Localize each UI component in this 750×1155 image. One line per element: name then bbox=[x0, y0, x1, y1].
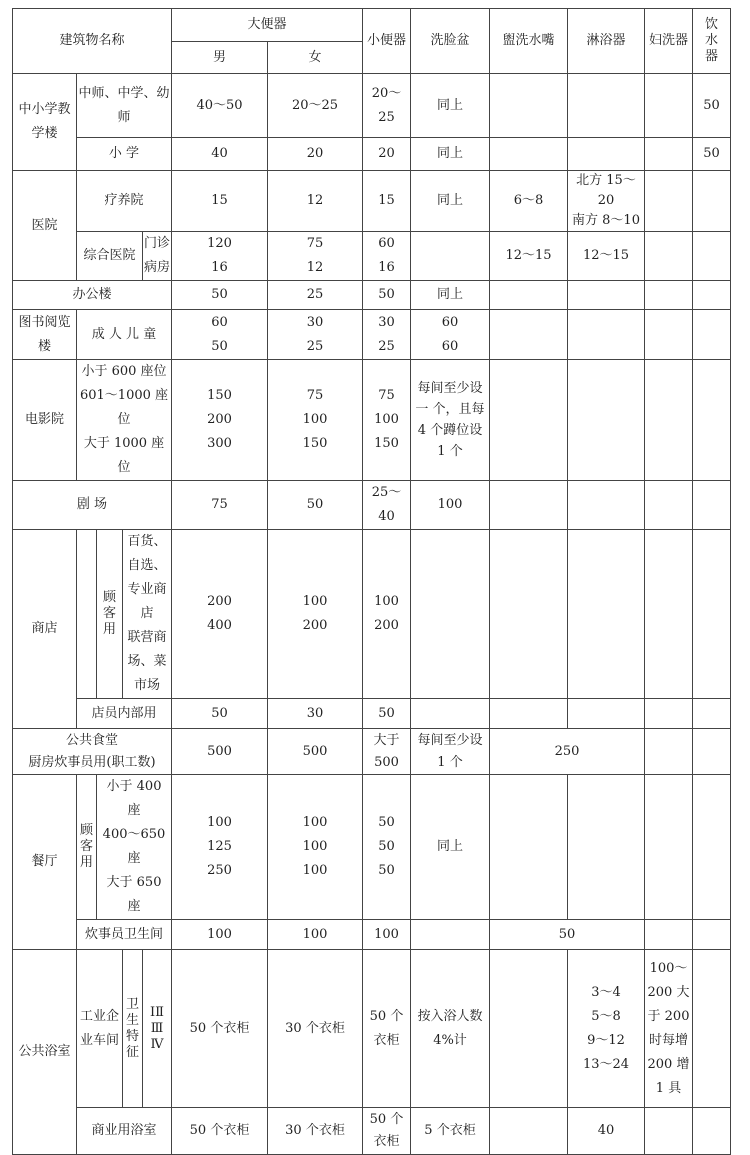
theater-female: 50 bbox=[268, 481, 363, 530]
school-row2-drinking: 50 bbox=[693, 138, 731, 171]
shop-category: 商店 bbox=[13, 530, 77, 729]
school-row1-drinking: 50 bbox=[693, 74, 731, 138]
general-hospital-shower: 12～15 bbox=[568, 232, 645, 281]
header-toilet: 大便器 bbox=[172, 9, 363, 42]
library-urinal: 30 25 bbox=[363, 310, 411, 360]
school-category: 中小学教学楼 bbox=[13, 74, 77, 171]
school-row2-urinal: 20 bbox=[363, 138, 411, 171]
theater-male: 75 bbox=[172, 481, 268, 530]
canteen-urinal: 大于 500 bbox=[363, 729, 411, 775]
office-washbasin: 同上 bbox=[411, 281, 490, 310]
bath-industrial-name: 工业企业车间 bbox=[77, 950, 123, 1108]
theater-washbasin: 100 bbox=[411, 481, 490, 530]
shop-female: 100 200 bbox=[268, 530, 363, 699]
school-row1-urinal: 20～25 bbox=[363, 74, 411, 138]
cinema-male: 150 200 300 bbox=[172, 360, 268, 481]
school-row2-male: 40 bbox=[172, 138, 268, 171]
header-building-name: 建筑物名称 bbox=[13, 9, 172, 74]
bath-industrial-male: 50 个衣柜 bbox=[172, 950, 268, 1108]
general-hospital-female: 75 12 bbox=[268, 232, 363, 281]
shop-male: 200 400 bbox=[172, 530, 268, 699]
shop-staff-male: 50 bbox=[172, 699, 268, 729]
bath-industrial-bidet: 100～200 大于 200 时每增 200 增 1 具 bbox=[645, 950, 693, 1108]
shop-staff-female: 30 bbox=[268, 699, 363, 729]
bath-industrial-grades: ⅠⅡⅢⅣ bbox=[143, 950, 172, 1108]
restaurant-washbasin: 同上 bbox=[411, 775, 490, 920]
bath-industrial-female: 30 个衣柜 bbox=[268, 950, 363, 1108]
shop-staff-name: 店员内部用 bbox=[77, 699, 172, 729]
canteen-name: 公共食堂 厨房炊事员用(职工数) bbox=[13, 729, 172, 775]
cinema-urinal: 75 100 150 bbox=[363, 360, 411, 481]
cinema-female: 75 100 150 bbox=[268, 360, 363, 481]
plumbing-fixture-table bbox=[12, 8, 731, 1155]
library-name: 成 人 儿 童 bbox=[77, 310, 172, 360]
header-female: 女 bbox=[268, 42, 363, 74]
canteen-male: 500 bbox=[172, 729, 268, 775]
header-male: 男 bbox=[172, 42, 268, 74]
bath-category: 公共浴室 bbox=[13, 950, 77, 1155]
shop-sub: 百货、自选、专业商店 联营商场、菜市场 bbox=[123, 530, 172, 699]
sanatorium-wash-tap: 6～8 bbox=[490, 171, 568, 232]
sanatorium-name: 疗养院 bbox=[77, 171, 172, 232]
restaurant-male: 100 125 250 bbox=[172, 775, 268, 920]
cinema-category: 电影院 bbox=[13, 360, 77, 481]
restaurant-urinal: 50 50 50 bbox=[363, 775, 411, 920]
bath-commercial-name: 商业用浴室 bbox=[77, 1108, 172, 1155]
sanatorium-urinal: 15 bbox=[363, 171, 411, 232]
header-bidet: 妇洗器 bbox=[645, 9, 693, 74]
school-row2-washbasin: 同上 bbox=[411, 138, 490, 171]
restaurant-female: 100 100 100 bbox=[268, 775, 363, 920]
shop-urinal: 100 200 bbox=[363, 530, 411, 699]
school-row2-name: 小 学 bbox=[77, 138, 172, 171]
general-hospital-wash-tap: 12～15 bbox=[490, 232, 568, 281]
school-row1-washbasin: 同上 bbox=[411, 74, 490, 138]
bath-industrial-washbasin: 按入浴人数 4%计 bbox=[411, 950, 490, 1108]
restaurant-staff-male: 100 bbox=[172, 920, 268, 950]
restaurant-staff-name: 炊事员卫生间 bbox=[77, 920, 172, 950]
general-hospital-male: 120 16 bbox=[172, 232, 268, 281]
header-wash-tap: 盥洗水嘴 bbox=[490, 9, 568, 74]
header-washbasin: 洗脸盆 bbox=[411, 9, 490, 74]
restaurant-staff-female: 100 bbox=[268, 920, 363, 950]
canteen-shower: 250 bbox=[490, 729, 645, 775]
bath-commercial-male: 50 个衣柜 bbox=[172, 1108, 268, 1155]
theater-name: 剧 场 bbox=[13, 481, 172, 530]
canteen-washbasin: 每间至少设 1 个 bbox=[411, 729, 490, 775]
office-male: 50 bbox=[172, 281, 268, 310]
office-female: 25 bbox=[268, 281, 363, 310]
bath-industrial-shower: 3～4 5～8 9～12 13～24 bbox=[568, 950, 645, 1108]
sanatorium-male: 15 bbox=[172, 171, 268, 232]
office-urinal: 50 bbox=[363, 281, 411, 310]
office-name: 办公楼 bbox=[13, 281, 172, 310]
general-hospital-urinal: 60 16 bbox=[363, 232, 411, 281]
canteen-female: 500 bbox=[268, 729, 363, 775]
library-category: 图书阅览楼 bbox=[13, 310, 77, 360]
shop-staff-urinal: 50 bbox=[363, 699, 411, 729]
general-hospital-sub: 门诊 病房 bbox=[143, 232, 172, 281]
theater-urinal: 25～40 bbox=[363, 481, 411, 530]
sanatorium-shower: 北方 15～20 南方 8～10 bbox=[568, 171, 645, 232]
cinema-sub: 小于 600 座位 601～1000 座位 大于 1000 座位 bbox=[77, 360, 172, 481]
school-row1-male: 40～50 bbox=[172, 74, 268, 138]
bath-industrial-urinal: 50 个衣柜 bbox=[363, 950, 411, 1108]
restaurant-category: 餐厅 bbox=[13, 775, 77, 950]
restaurant-staff-shower: 50 bbox=[490, 920, 645, 950]
header-drinking: 饮水器 bbox=[693, 9, 731, 74]
sanatorium-washbasin: 同上 bbox=[411, 171, 490, 232]
school-row2-female: 20 bbox=[268, 138, 363, 171]
restaurant-staff-urinal: 100 bbox=[363, 920, 411, 950]
general-hospital-name: 综合医院 bbox=[77, 232, 143, 281]
cinema-washbasin: 每间至少设一 个，且每 4 个蹲位设 1 个 bbox=[411, 360, 490, 481]
school-row1-female: 20～25 bbox=[268, 74, 363, 138]
restaurant-sub: 小于 400 座 400～650 座 大于 650 座 bbox=[97, 775, 172, 920]
hospital-category: 医院 bbox=[13, 171, 77, 281]
header-shower: 淋浴器 bbox=[568, 9, 645, 74]
bath-commercial-washbasin: 5 个衣柜 bbox=[411, 1108, 490, 1155]
bath-commercial-shower: 40 bbox=[568, 1108, 645, 1155]
library-male: 60 50 bbox=[172, 310, 268, 360]
sanatorium-female: 12 bbox=[268, 171, 363, 232]
bath-commercial-female: 30 个衣柜 bbox=[268, 1108, 363, 1155]
restaurant-customer-label: 顾客用 bbox=[77, 775, 97, 920]
bath-commercial-urinal: 50 个衣柜 bbox=[363, 1108, 411, 1155]
bath-industrial-label: 卫生特征 bbox=[123, 950, 143, 1108]
school-row1-name: 中师、中学、幼师 bbox=[77, 74, 172, 138]
shop-customer-label: 顾客用 bbox=[97, 530, 123, 699]
library-washbasin: 60 60 bbox=[411, 310, 490, 360]
header-urinal: 小便器 bbox=[363, 9, 411, 74]
library-female: 30 25 bbox=[268, 310, 363, 360]
